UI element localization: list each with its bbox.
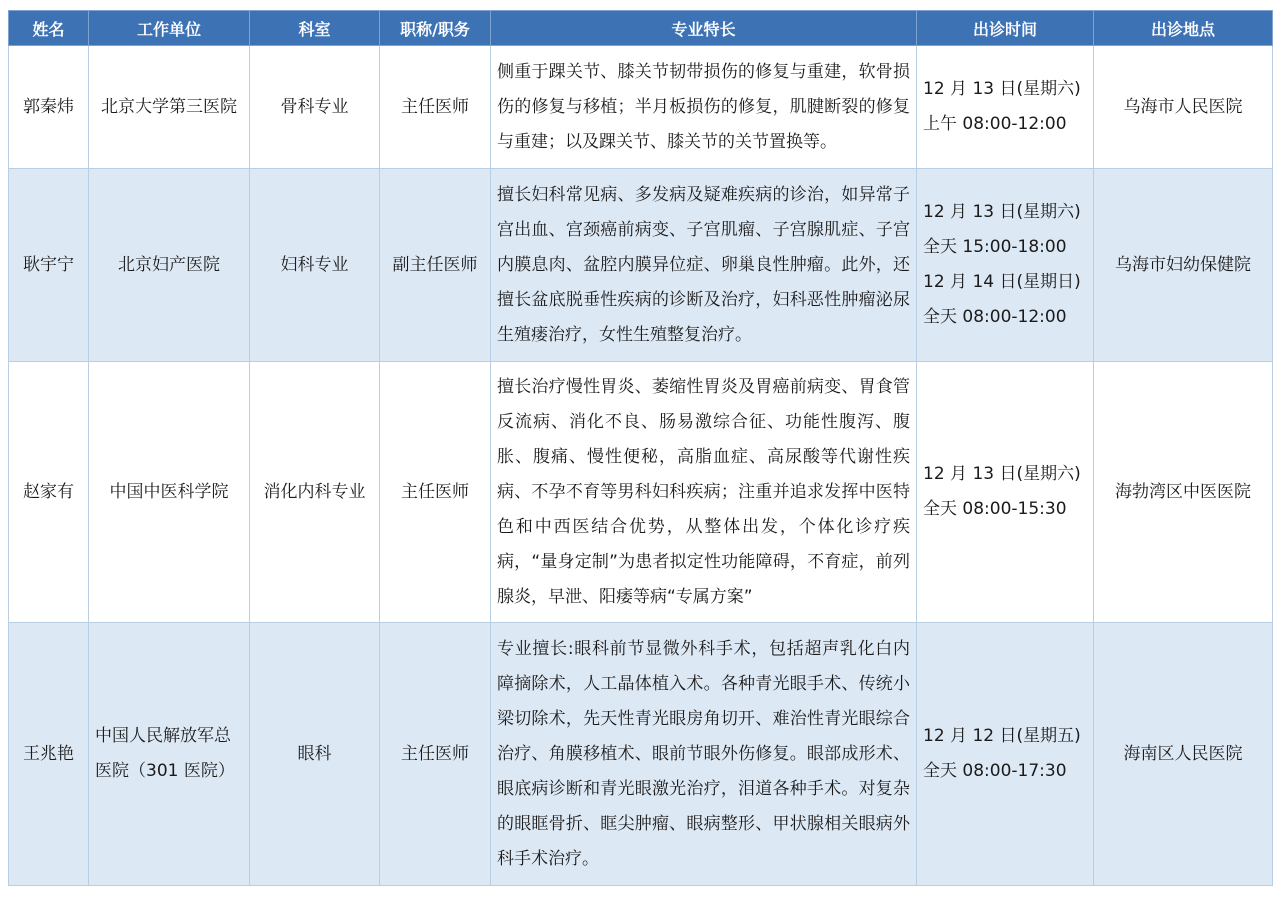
job-title: 主任医师 [380,46,491,169]
clinic-location: 乌海市人民医院 [1094,46,1273,169]
table-row [9,623,1273,886]
work-unit: 中国人民解放军总 医院（301 医院） [89,623,250,886]
header-name: 姓名 [9,11,89,46]
header-time: 出诊时间 [917,11,1094,46]
header-location: 出诊地点 [1094,11,1273,46]
clinic-time: 12 月 13 日(星期六) 全天 15:00-18:00 12 月 14 日(星期日) 全天 08:00-12:00 [917,169,1094,362]
doctor-schedule-table [8,10,1273,886]
work-unit: 北京大学第三医院 [89,46,250,169]
doctor-name: 赵家有 [9,362,89,623]
doctor-name: 耿宇宁 [9,169,89,362]
clinic-location: 海勃湾区中医医院 [1094,362,1273,623]
table-row [9,169,1273,362]
work-unit: 中国中医科学院 [89,362,250,623]
table-row [9,46,1273,169]
work-unit: 北京妇产医院 [89,169,250,362]
doctor-name: 郭秦炜 [9,46,89,169]
department: 眼科 [250,623,380,886]
specialty: 擅长妇科常见病、多发病及疑难疾病的诊治，如异常子宫出血、宫颈癌前病变、子宫肌瘤、子宫腺肌症、子宫内膜息肉、盆腔内膜异位症、卵巢良性肿瘤。此外，还擅长盆底脱垂性疾病的诊断及治疗，妇科恶性肿瘤泌尿生殖瘘治疗，女性生殖整复治疗。 [491,169,917,362]
clinic-time: 12 月 13 日(星期六) 全天 08:00-15:30 [917,362,1094,623]
header-department: 科室 [250,11,380,46]
clinic-location: 乌海市妇幼保健院 [1094,169,1273,362]
clinic-location: 海南区人民医院 [1094,623,1273,886]
department: 妇科专业 [250,169,380,362]
specialty: 擅长治疗慢性胃炎、萎缩性胃炎及胃癌前病变、胃食管反流病、消化不良、肠易激综合征、功能性腹泻、腹胀、腹痛、慢性便秘，高脂血症、高尿酸等代谢性疾病、不孕不育等男科妇科疾病；注重并追求发挥中医特色和中西医结合优势，从整体出发，个体化诊疗疾病，“量身定制”为患者拟定性功能障碍，不育症，前列腺炎，早泄、阳痿等病“专属方案” [491,362,917,623]
clinic-time: 12 月 12 日(星期五) 全天 08:00-17:30 [917,623,1094,886]
specialty: 专业擅长:眼科前节显微外科手术，包括超声乳化白内障摘除术，人工晶体植入术。各种青光眼手术、传统小梁切除术，先天性青光眼房角切开、难治性青光眼综合治疗、角膜移植术、眼前节眼外伤修复。眼部成形术、眼底病诊断和青光眼激光治疗，泪道各种手术。对复杂的眼眶骨折、眶尖肿瘤、眼病整形、甲状腺相关眼病外科手术治疗。 [491,623,917,886]
header-row [9,11,1273,46]
job-title: 副主任医师 [380,169,491,362]
clinic-time: 12 月 13 日(星期六) 上午 08:00-12:00 [917,46,1094,169]
job-title: 主任医师 [380,623,491,886]
department: 消化内科专业 [250,362,380,623]
header-unit: 工作单位 [89,11,250,46]
table-row [9,362,1273,623]
header-title: 职称/职务 [380,11,491,46]
job-title: 主任医师 [380,362,491,623]
doctor-name: 王兆艳 [9,623,89,886]
header-specialty: 专业特长 [491,11,917,46]
specialty: 侧重于踝关节、膝关节韧带损伤的修复与重建，软骨损伤的修复与移植；半月板损伤的修复，肌腱断裂的修复与重建；以及踝关节、膝关节的关节置换等。 [491,46,917,169]
department: 骨科专业 [250,46,380,169]
